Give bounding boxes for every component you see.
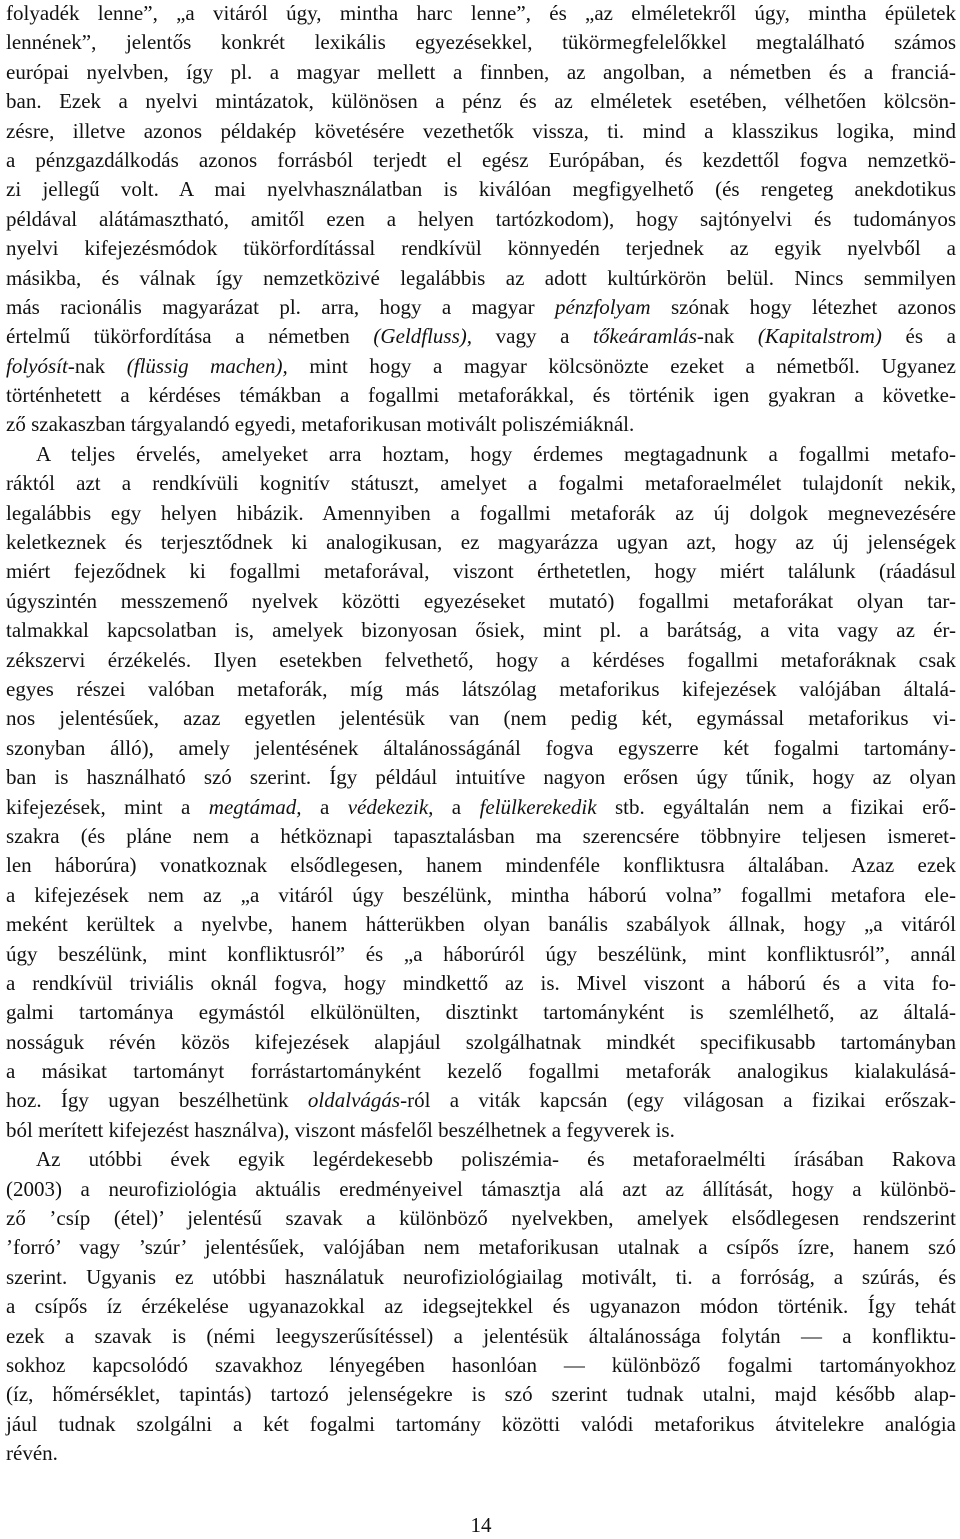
italic-text: megtámad, [208, 794, 302, 819]
text-segment: -nak [67, 353, 127, 378]
italic-text: oldalvágás [307, 1088, 401, 1113]
text-line [6, 28, 956, 57]
text-segment: ző szakaszban tárgyalandó egyedi, metaforikusan motivált poliszémiáknál. [6, 412, 635, 437]
text-segment: kifejezések, mint a [6, 794, 209, 819]
text-segment: Az utóbbi évek egyik legérdekesebb poliszémia- és metaforaelmélti írásában Rakova [36, 1147, 956, 1172]
text-segment: európai nyelvben, így pl. a magyar mellett a finnben, az angolban, a németben és a franciá- [6, 59, 956, 84]
text-segment: a csípős íz érzékelése ugyanazokkal az idegsejtekkel és ugyanazon módon történik. Így tehát [6, 1294, 956, 1319]
text-segment: sokhoz kapcsolódó szavakhoz lényegében hasonlóan — különböző fogalmi tartományokhoz [6, 1352, 956, 1377]
text-line [6, 1116, 956, 1145]
text-segment: ban is használható szó szerint. Így például intuitíve nagyon erősen úgy tűnik, hogy az olyan [6, 765, 956, 790]
text-line [6, 1351, 956, 1380]
text-segment: szerint. Ugyanis ez utóbbi használatuk neurofiziológiailag motivált, ti. a forróság, a szúrás, és [6, 1264, 956, 1289]
text-segment: egyes részei valóban metaforák, míg más látszólag metaforikus kifejezések valójában általá- [6, 676, 956, 701]
text-line [6, 1292, 956, 1321]
text-line [6, 881, 956, 910]
italic-text: tőkeáramlás [593, 324, 697, 349]
text-line [6, 205, 956, 234]
text-line [6, 998, 956, 1027]
text-segment: értelmű tükörfordítása a németben [6, 324, 374, 349]
page-number: 14 [470, 1513, 492, 1537]
text-line [6, 234, 956, 263]
text-segment: len háborúra) vonatkoznak elsődlegesen, hanem mindenféle konfliktusra általában. Azaz ezek [6, 853, 956, 878]
text-segment: zésre, illetve azonos példakép követésére vezethetők vissza, ti. mind a klasszikus logika, mind [6, 118, 956, 143]
text-line [6, 646, 956, 675]
text-line [6, 499, 956, 528]
text-segment: miért fejeződnek ki fogallmi metaforával, viszont érthetetlen, hogy miért találunk (ráadásul [6, 559, 956, 584]
text-line [6, 264, 956, 293]
text-segment: ráktól azt a rendkívüli kognitív státuszt, amelyet a fogalmi metaforaelmélet tulajdonít nekik, [6, 471, 956, 496]
text-segment: -nak [696, 324, 758, 349]
text-segment: a másikat tartományt forrástartományként kezelő fogallmi metaforák analogikus kialakulásá- [6, 1059, 956, 1084]
text-segment: úgyszintén messzemenő nyelvek közötti egyezéseket mutató) fogallmi metaforákat olyan tar- [6, 588, 956, 613]
text-segment: révén. [6, 1441, 58, 1466]
italic-text: védekezik, [347, 794, 434, 819]
text-line [6, 87, 956, 116]
text-line [6, 557, 956, 586]
text-segment: másikba, és válnak így nemzetközivé legalábbis az adott kultúrkörön belül. Nincs semmilyen [6, 265, 956, 290]
text-segment: mint hogy a magyar kölcsönözte ezeket a németből. Ugyanez [287, 353, 956, 378]
text-segment: meként kerültek a nyelvbe, hanem hátterükben olyan banális szabályok állnak, hogy „a vitáról [6, 912, 956, 937]
text-segment: stb. egyáltalán nem a fizikai erő- [596, 794, 957, 819]
text-segment: vagy a [472, 324, 594, 349]
text-line [6, 910, 956, 939]
text-segment: ban. Ezek a nyelvi mintázatok, különösen a pénz és az elméletek esetében, vélhetően kölcsön- [6, 89, 956, 114]
text-line [6, 1175, 956, 1204]
text-segment: nos jelentésűek, azaz egyetlen jelentésük van (nem pedig két, egymással metaforikus vi- [6, 706, 956, 731]
text-segment: és a [881, 324, 956, 349]
text-line [6, 1204, 956, 1233]
text-line [6, 1145, 956, 1174]
text-line [6, 1028, 956, 1057]
text-line [6, 410, 956, 439]
text-segment: a [301, 794, 348, 819]
text-line [6, 793, 956, 822]
text-segment: jául tudnak szolgálni a két fogalmi tartomány közötti valódi metaforikus átvitelekre analógia [6, 1411, 956, 1436]
text-segment: szónak hogy létezhet azonos [650, 294, 956, 319]
text-segment: hoz. Így ugyan beszélhetünk [6, 1088, 308, 1113]
text-segment: zékszervi érzékelés. Ilyen esetekben felvethető, hogy a kérdéses fogallmi metaforáknak csak [6, 647, 956, 672]
text-segment: ezek a szavak is (némi leegyszerűsítéssel) a jelentésük általánossága folytán — a konfliktu- [6, 1323, 956, 1348]
text-line [6, 0, 956, 28]
text-segment: ból merített kifejezést használva), viszont másfelől beszélhetnek a fegyverek is. [6, 1117, 675, 1142]
text-line [6, 616, 956, 645]
text-line [6, 58, 956, 87]
text-line [6, 763, 956, 792]
text-line [6, 675, 956, 704]
text-line [6, 293, 956, 322]
text-segment: a kifejezések nem az „a vitáról úgy beszélünk, mintha háború volna” fogallmi metafora ele- [6, 882, 956, 907]
text-segment: a [433, 794, 480, 819]
text-segment: szonyban álló), amely jelentésének általánosságánál fogva egyszerre két fogalmi tartomány- [6, 735, 956, 760]
text-line [6, 146, 956, 175]
text-line [6, 469, 956, 498]
italic-text: folyósít [6, 353, 68, 378]
text-line [6, 528, 956, 557]
text-line [6, 1086, 956, 1115]
document-page [6, 0, 956, 1539]
text-line [6, 734, 956, 763]
text-segment: a rendkívül triviális oknál fogva, hogy mindkettő az is. Mivel viszont a háború és a vita fo- [6, 970, 956, 995]
text-line [6, 352, 956, 381]
text-line [6, 440, 956, 469]
text-line [6, 175, 956, 204]
text-segment: ző ’csíp (étel)’ jelentésű szavak a különböző nyelvekben, amelyek elsődlegesen rendszerint [6, 1206, 956, 1231]
text-line [6, 1057, 956, 1086]
text-segment: galmi tartománya egymástól elkülönülten, disztinkt tartományként is szemlélhető, az általá- [6, 1000, 956, 1025]
text-segment: nyelvi kifejezésmódok tükörfordítással rendkívül könnyedén terjednek az egyik nyelvből a [6, 236, 956, 261]
text-line [6, 1439, 956, 1468]
italic-text: felülkerekedik [479, 794, 597, 819]
text-segment: úgy beszélünk, mint konfliktusról” és „a háborúról úgy beszélünk, mint konfliktusról”, annál [6, 941, 956, 966]
text-segment: nosságuk révén közös kifejezések alapjául szolgálhatnak mindkét specifikusabb tartományban [6, 1029, 956, 1054]
text-line [6, 940, 956, 969]
text-segment: a pénzgazdálkodás azonos forrásból terjedt el egész Európában, és kezdettől fogva nemzetkö- [6, 147, 956, 172]
text-segment: talmakkal kapcsolatban is, amelyek bizonyosan ősiek, mint pl. a barátság, a vita vagy az ér- [6, 618, 956, 643]
text-segment: más racionális magyarázat pl. arra, hogy a magyar [6, 294, 555, 319]
text-segment: (íz, hőmérséklet, tapintás) tartozó jelenségekre is szó szerint tudnak utalni, majd később alap- [6, 1382, 956, 1407]
italic-text: (Kapitalstrom) [757, 324, 882, 349]
text-segment: -ról a viták kapcsán (egy világosan a fizikai erőszak- [400, 1088, 956, 1113]
text-segment: történhetett a kérdéses témákban a fogallmi metaforákkal, és történik igen gyakran a követke- [6, 383, 956, 408]
text-line [6, 1410, 956, 1439]
text-line [6, 587, 956, 616]
italic-text: pénzfolyam [554, 294, 651, 319]
text-segment: keletkeznek és terjesztődnek ki analogikusan, ez magyarázza ugyan azt, hogy az új jelenségek [6, 530, 956, 555]
italic-text: (flüssig machen), [126, 353, 288, 378]
text-line [6, 1263, 956, 1292]
text-segment: zi jellegű volt. A mai nyelvhasználatban is kiválóan megfigyelhető (és rengeteg anekdotikus [6, 177, 956, 202]
text-line [6, 322, 956, 351]
text-line [6, 704, 956, 733]
text-line [6, 851, 956, 880]
text-line [6, 381, 956, 410]
text-segment: legalábbis egy helyen hibázik. Amennyiben a fogallmi metaforák az új dolgok megnevezésére [6, 500, 956, 525]
text-line [6, 969, 956, 998]
text-line [6, 1233, 956, 1262]
text-segment: példával alátámasztható, amitől ezen a helyen tartózkodom), hogy sajtónyelvi és tudományos [6, 206, 956, 231]
text-segment: szakra (és pláne nem a hétköznapi tapasztalásban ma szerencsére többnyire teljesen ismeret- [6, 823, 956, 848]
text-line [6, 1322, 956, 1351]
text-segment: (2003) a neurofiziológia aktuális eredményeivel támasztja alá azt az állítását, hogy a különbö- [6, 1176, 956, 1201]
text-line [6, 117, 956, 146]
italic-text: (Geldfluss), [373, 324, 472, 349]
body-text [6, 0, 956, 1469]
text-line [6, 822, 956, 851]
text-segment: lennének”, jelentős konkrét lexikális egyezésekkel, tükörmegfelelőkkel megtalálható számos [6, 30, 956, 55]
text-segment: folyadék lenne”, „a vitáról úgy, mintha harc lenne”, és „az elméletekről úgy, mintha épületek [6, 1, 956, 25]
text-segment: ’forró’ vagy ’szúr’ jelentésűek, valójában nem metaforikusan utalnak a csípős ízre, hanem szó [6, 1235, 956, 1260]
text-line [6, 1380, 956, 1409]
text-segment: A teljes érvelés, amelyeket arra hoztam, hogy érdemes megtagadnunk a fogallmi metafo- [36, 441, 956, 466]
